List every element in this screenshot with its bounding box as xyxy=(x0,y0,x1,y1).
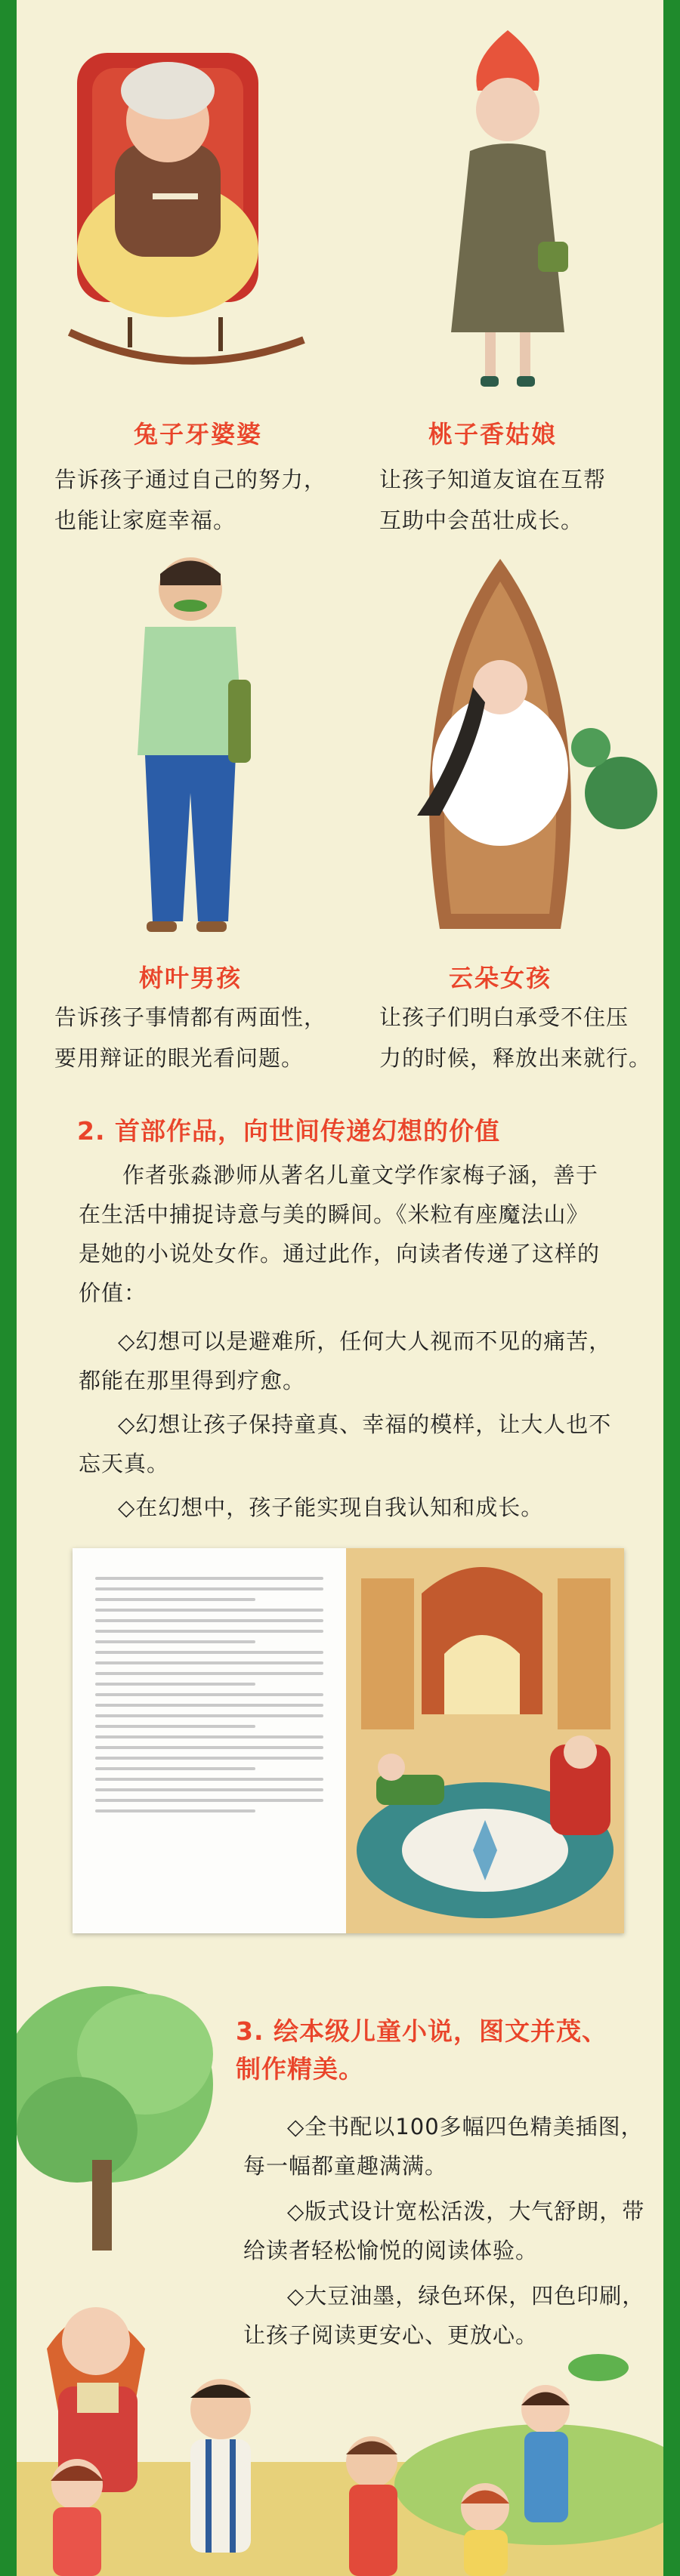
section-2-points xyxy=(79,1322,660,1527)
peach-girl-illustration xyxy=(425,15,591,400)
section-3-title: 3. 绘本级儿童小说，图文并茂、 制作精美。 xyxy=(236,2016,607,2084)
cloud-girl-illustration xyxy=(372,544,659,944)
book-spread-image xyxy=(73,1548,624,1933)
book-illustration-page xyxy=(346,1548,624,1933)
character-name-cloud-girl: 云朵女孩 xyxy=(448,964,552,992)
section-3-point: ◇版式设计宽松活泼，大气舒朗，带 给读者轻松愉悦的阅读体验。 xyxy=(243,2198,645,2263)
content-panel xyxy=(17,0,663,2576)
grandma-illustration xyxy=(47,8,319,400)
children-group-illustration xyxy=(17,2235,663,2576)
section-2-title: 2. 首部作品，向世间传递幻想的价值 xyxy=(77,1116,500,1146)
tree-illustration xyxy=(17,1979,243,2251)
character-name-leaf-boy: 树叶男孩 xyxy=(138,964,242,992)
book-text-page xyxy=(73,1548,346,1933)
character-desc-grandma: 告诉孩子通过自己的努力， 也能让家庭幸福。 xyxy=(54,467,327,533)
character-desc-cloud-girl: 让孩子们明白承受不住压 力的时候，释放出来就行。 xyxy=(379,1004,652,1071)
section-2-point: ◇在幻想中，孩子能实现自我认知和成长。 xyxy=(118,1495,544,1520)
section-2-point: ◇幻想可以是避难所，任何大人视而不见的痛苦， 都能在那里得到疗愈。 xyxy=(79,1328,612,1393)
section-3-point: ◇大豆油墨，绿色环保，四色印刷， 让孩子阅读更安心、更放心。 xyxy=(243,2283,645,2348)
character-desc-leaf-boy: 告诉孩子事情都有两面性， 要用辩证的眼光看问题。 xyxy=(54,1004,327,1071)
character-desc-peach-girl: 让孩子知道友谊在互帮 互助中会茁壮成长。 xyxy=(379,467,607,533)
character-name-grandma: 兔子牙婆婆 xyxy=(133,420,262,449)
section-3-point: ◇全书配以100多幅四色精美插图， 每一幅都童趣满满。 xyxy=(243,2114,644,2179)
character-name-peach-girl: 桃子香姑娘 xyxy=(428,420,557,449)
leaf-boy-illustration xyxy=(100,544,281,944)
section-2-intro: 作者张淼渺师从著名儿童文学作家梅子涵，善于 在生活中捕捉诗意与美的瞬间。《米粒有座魔法山》 是她的小说处女作。通过此作，向读者传递了这样的 价值： xyxy=(79,1162,601,1306)
section-2-point: ◇幻想让孩子保持童真、幸福的模样，让大人也不 忘天真。 xyxy=(79,1411,612,1476)
